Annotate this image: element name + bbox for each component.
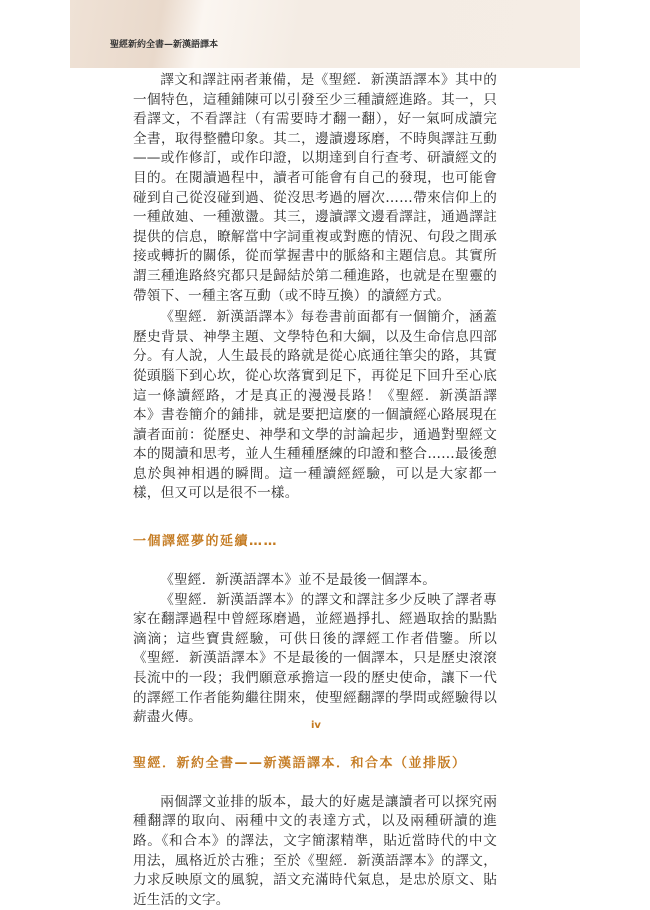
section-heading: 一個譯經夢的延續…… [133,534,279,550]
running-header [70,0,580,68]
body-paragraph: 譯文和譯註兩者兼備，是《聖經．新漢語譯本》其中的一個特色，這種鋪陳可以引發至少三種讀經進路。其一，只看譯文，不看譯註（有需要時才翻一翻），好一氣呵成讀完全書，取得整體印象。其二，邊讀邊琢磨，不時與譯註互動——或作修訂，或作印證，以期達到自行查考、研讀經文的目的。在閱讀過程中，讀者可能會有自己的發現，也可能會碰到自己從沒碰到過、從沒思考過的層次……帶來信仰上的一種啟廸、一種激盪。其三，邊讀譯文邊看譯註，通過譯註提供的信息，瞭解當中字詞重複或對應的情況、句段之間承接或轉折的關係，從而掌握書中的脈絡和主題信息。其實所謂三種進路終究都只是歸結於第二種進路，也就是在聖靈的帶領下、一種主客互動（或不時互換）的讀經方式。 [133,72,497,304]
page-body [133,71,497,910]
header-title: 聖經新約全書—新漢語譯本 [110,40,219,50]
body-paragraph: 《聖經．新漢語譯本》並不是最後一個譯本。 [160,572,437,589]
body-paragraph: 《聖經．新漢語譯本》每卷書前面都有一個簡介，涵蓋歷史背景、神學主題、文學特色和大綱，以及生命信息四部分。有人說，人生最長的路就是從心底通往筆尖的路，其實從頭腦下到心坎，從心坎落實到足下，再從足下回升至心底這一條讀經路，才是真正的漫漫長路！《聖經．新漢語譯本》書卷簡介的鋪排，就是要把這麼的一個讀經心路展現在讀者面前：從歷史、神學和文學的討論起步，通過對聖經文本的閱讀和思考，並人生種種歷練的印證和整合……最後憩息於與神相遇的瞬間。這一種讀經經驗，可以是大家都一樣，但又可以是很不一樣。 [133,309,497,502]
section-heading: 聖經．新約全書——新漢語譯本．和合本（並排版） [133,755,467,771]
body-paragraph: 兩個譯文並排的版本，最大的好處是讓讀者可以探究兩種翻譯的取向、兩種中文的表達方式，以及兩種研讀的進路。《和合本》的譯法，文字簡潔精準，貼近當時代的中文用法，風格近於古雅；至於《聖經．新漢語譯本》的譯文，力求反映原文的風貌，語文充滿時代氣息，是忠於原文、貼近生活的文字。 [133,793,497,908]
body-paragraph: 《聖經．新漢語譯本》的譯文和譯註多少反映了譯者專家在翻譯過程中曾經琢磨過，並經過掙扎、經過取捨的點點滴滴；這些寶貴經驗，可供日後的譯經工作者借鑒。所以《聖經．新漢語譯本》不是最後的一個譯本，只是歷史滾滾長流中的一段；我們願意承擔這一段的歷史使命，讓下一代的譯經工作者能夠繼往開來，使聖經翻譯的學問或經驗得以薪盡火傳。 [133,591,497,726]
page-number: iv [311,720,321,731]
